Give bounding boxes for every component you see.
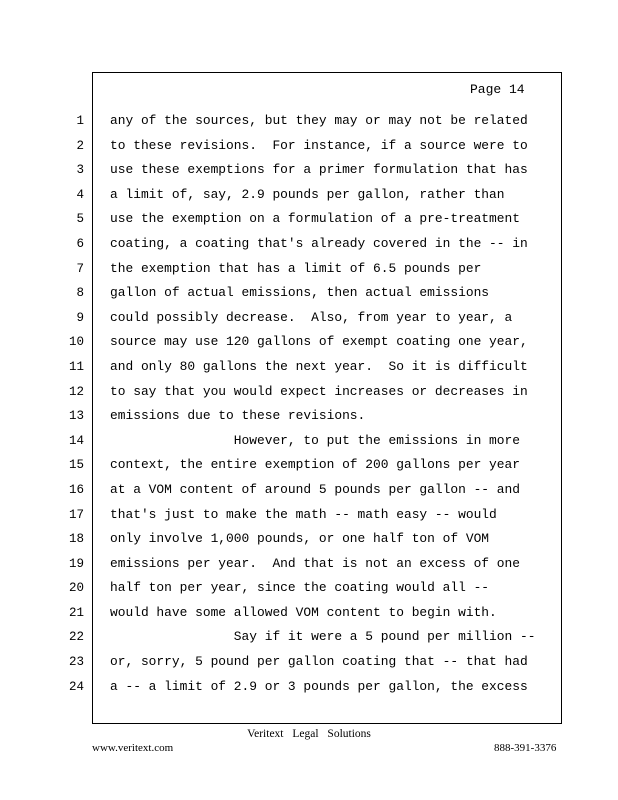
- line-number: 11: [68, 359, 84, 374]
- page-number: Page 14: [470, 82, 525, 97]
- line-number: 15: [68, 458, 84, 473]
- line-number: 1: [76, 114, 84, 128]
- line-number: 16: [68, 482, 84, 497]
- transcript-line: use the exemption on a formulation of a pre-treatment: [110, 211, 520, 227]
- line-number: 12: [68, 384, 84, 399]
- line-number: 23: [68, 655, 84, 670]
- line-number: 17: [68, 507, 84, 522]
- line-number: 14: [68, 433, 84, 448]
- transcript-body: [110, 109, 556, 699]
- transcript-line: source may use 120 gallons of exempt coating one year,: [110, 334, 528, 350]
- transcript-line: context, the entire exemption of 200 gallons per year: [110, 457, 520, 473]
- line-number: 9: [76, 310, 84, 325]
- line-number: 8: [76, 286, 84, 301]
- line-number: 18: [68, 532, 84, 547]
- transcript-line: any of the sources, but they may or may not be related: [110, 113, 528, 128]
- line-number: 4: [76, 187, 84, 202]
- transcript-line: gallon of actual emissions, then actual emissions: [110, 285, 490, 301]
- line-number: 13: [68, 409, 84, 424]
- transcript-line: emissions per year. And that is not an excess of one: [110, 555, 520, 571]
- transcript-line: to these revisions. For instance, if a source were to: [110, 137, 528, 153]
- line-number: 24: [68, 679, 84, 694]
- line-number: 19: [68, 556, 84, 571]
- line-number: 10: [68, 335, 84, 350]
- footer-phone: 888-391-3376: [494, 742, 557, 754]
- transcript-line: and only 80 gallons the next year. So it is difficult: [110, 358, 528, 374]
- transcript-line: However, to put the emissions in more: [110, 432, 520, 448]
- transcript-line: or, sorry, 5 pound per gallon coating that -- that had: [110, 654, 528, 670]
- line-number: 22: [68, 630, 84, 645]
- transcript-line: use these exemptions for a primer formulation that has: [110, 162, 528, 178]
- transcript-line: coating, a coating that's already covered in the -- in: [110, 235, 528, 251]
- transcript-line: half ton per year, since the coating would all --: [110, 580, 490, 596]
- transcript-line: the exemption that has a limit of 6.5 pounds per: [110, 260, 482, 276]
- transcript-line: could possibly decrease. Also, from year to year, a: [110, 309, 513, 325]
- line-number: 5: [76, 212, 84, 227]
- line-number-column: [60, 109, 84, 699]
- transcript-line: at a VOM content of around 5 pounds per gallon -- and: [110, 481, 520, 497]
- line-number: 7: [76, 261, 84, 276]
- transcript-line: to say that you would expect increases or decreases in: [110, 383, 528, 399]
- footer-vendor: Veritext Legal Solutions: [247, 728, 371, 740]
- transcript-line: a -- a limit of 2.9 or 3 pounds per gallon, the excess: [110, 678, 528, 694]
- line-number: 6: [76, 236, 84, 251]
- line-number: 20: [68, 581, 84, 596]
- transcript-line: Say if it were a 5 pound per million --: [110, 629, 536, 645]
- transcript-line: a limit of, say, 2.9 pounds per gallon, rather than: [110, 186, 505, 202]
- transcript-line: that's just to make the math -- math easy -- would: [110, 506, 497, 522]
- transcript-line: would have some allowed VOM content to begin with.: [110, 604, 497, 620]
- transcript-line: emissions due to these revisions.: [110, 408, 366, 424]
- footer-website: www.veritext.com: [92, 742, 174, 754]
- line-number: 2: [76, 138, 84, 153]
- line-number: 21: [68, 605, 84, 620]
- transcript-line: only involve 1,000 pounds, or one half ton of VOM: [110, 531, 490, 547]
- line-number: 3: [76, 163, 84, 178]
